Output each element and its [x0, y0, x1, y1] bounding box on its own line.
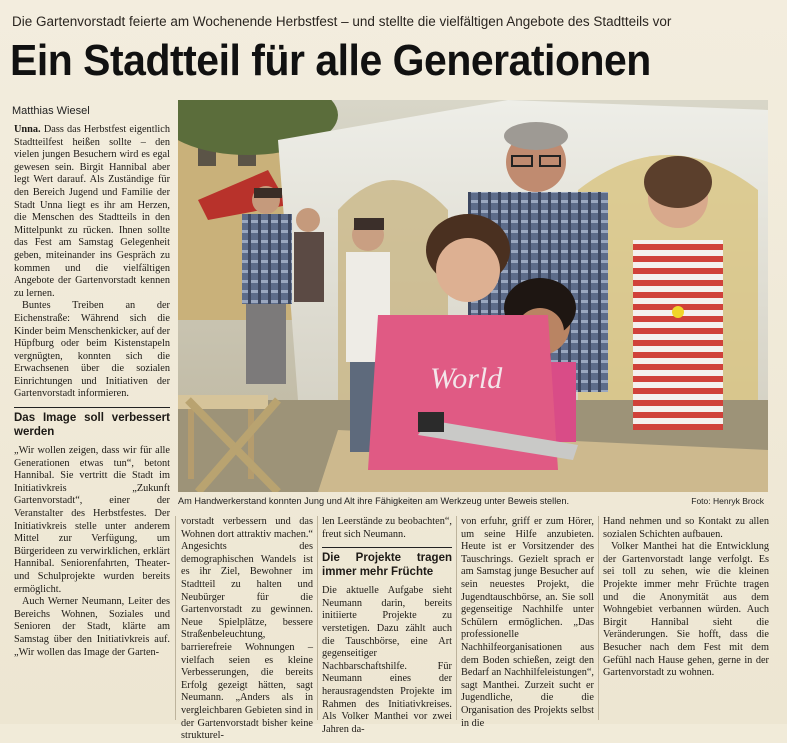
paragraph: vorstadt verbessern und das Wohnen dort attraktiv machen.“ Angesichts des demographischen Wandels ist es ihr Ziel, Bewohner im Stadtteil zu halten und Neubürger für die Gartenvorstadt zu gewinnen. Neue Spielplätze, bessere Straßenbeleuchtung, barrierefreie Wohnungen – vielfach seien es kleine Verbesserungen, die bereits Erfolg gezeigt hätten, sagt Neumann. „Anders als in vergleichbaren Gebieten sind in der Gartenvorstadt bisher keine strukturel- [181, 516, 313, 742]
paragraph: len Leerstände zu beobachten“, freut sich Neumann. [322, 516, 452, 540]
column-2 [181, 516, 313, 743]
column-divider [175, 516, 176, 720]
paragraph: Hand nehmen und so Kontakt zu allen sozialen Schichten aufbauen. [603, 516, 769, 540]
paragraph: Auch Werner Neumann, Leiter des Bereichs Wohnen, Soziales und Senioren der Stadt, klärte am Samstag über den Initiativkreis auf. „Wir wollen das Image der Garten- [14, 596, 170, 658]
column-divider [598, 516, 599, 720]
kicker-line: Die Gartenvorstadt feierte am Wochenende Herbstfest – und stellte die vielfältigen Angebote des Stadtteils vor [12, 14, 672, 29]
headline: Ein Stadtteil für alle Generationen [10, 36, 651, 85]
column-3 [322, 516, 452, 736]
column-divider [317, 516, 318, 720]
column-5 [603, 516, 769, 680]
subheading: Das Image soll verbessert werden [14, 407, 170, 439]
paragraph: Volker Manthei hat die Entwicklung der Gartenvorstadt lange verfolgt. Es sei toll zu sehen, wie die kleinen Projekte immer mehr Früchte tragen und die Anonymität aus dem Wohngebiet verbannen würden. Auch Birgit Hannibal sieht die Veränderungen. Sie hofft, dass die Besucher nach dem Fest mit dem Gefühl nach Hause gehen, gerne in der Gartenvorstadt zu wohnen. [603, 541, 769, 679]
paragraph: Buntes Treiben an der Eichenstraße: Während sich die Kinder beim Menschenkicker, auf der Hüpfburg oder beim Kistenstapeln vergnügten, konnten sich die Erwachsenen über die sozialen Einrichtungen und Initiativen der Gartenvorstadt informieren. [14, 300, 170, 400]
paragraph: Die aktuelle Aufgabe sieht Neumann darin, bereits initiierte Projekte zu verstetigen. Dazu zählt auch die Tauschbörse, eine Art gegenseitiger Nachbarschaftshilfe. Für Neumann eines der herausragendsten Projekte im Rahmen des Initiativkreises. Als Volker Manthei vor zwei Jahren da- [322, 585, 452, 735]
paragraph: von erfuhr, griff er zum Hörer, um seine Hilfe anzubieten. Heute ist er Vorsitzender des Tauschrings. Gezielt sprach er am Samstag junge Besucher auf sein neuestes Projekt, die Jugendtauschbörse, an. Sie soll gegenseitige Nachhilfe unter Schülern ermöglichen. „Das professionelle Nachhilfeorganisationen aus dem Boden schießen, zeigt den Bedarf an Nachhilfeleistungen“, sagt Manthei. Zurzeit sucht er Jugendliche, die die Organisation des Projekts selbst in die [461, 516, 594, 729]
photo-caption: Am Handwerkerstand konnten Jung und Alt ihre Fähigkeiten am Werkzeug unter Beweis stellen. [178, 496, 570, 506]
column-1 [14, 124, 170, 659]
photo-caption-row [178, 496, 768, 506]
column-divider [456, 516, 457, 720]
paragraph: Dass das Herbstfest eigentlich Stadtteilfest heißen sollte – den vielen jungen Besuchern wird es egal gewesen sein. Birgit Hannibal aber legt Wert darauf. Als Zuständige für den Bereich Jugend und Familie der Stadt Unna liegt es ihr am Herzen, die Menschen des Stadtteils in den Mittelpunkt zu rücken. Ihnen sollte das Fest am Samstag Gelegenheit geben, miteinander ins Gespräch zu kommen und die vielfältigen Angebote der Gartenvorstadt kennen zu lernen. [14, 124, 171, 299]
author-byline: Matthias Wiesel [12, 105, 90, 117]
column-4 [461, 516, 594, 730]
photo-illustration [178, 100, 768, 492]
photo-credit: Foto: Henryk Brock [691, 496, 764, 506]
shirt-print-text: World [430, 362, 503, 395]
article-photo [178, 100, 768, 492]
dateline: Unna. [14, 124, 41, 135]
paragraph: „Wir wollen zeigen, dass wir für alle Generationen etwas tun“, betont Hannibal. Sie vertritt die Stadt im Initiativkreis „Zukunft Gartenvorstadt“, einer der Veranstalter des Herbstfestes. Der Initiativkreis stelle unter anderem Mittel zur Verfügung, um Bürgerideen zu verwirklichen, erklärt Hannibal. Seniorenfahrten, Theater- und Schulprojekte wurden bereits ermöglicht. [14, 445, 170, 595]
subheading: Die Projekte tragen immer mehr Früchte [322, 547, 452, 579]
